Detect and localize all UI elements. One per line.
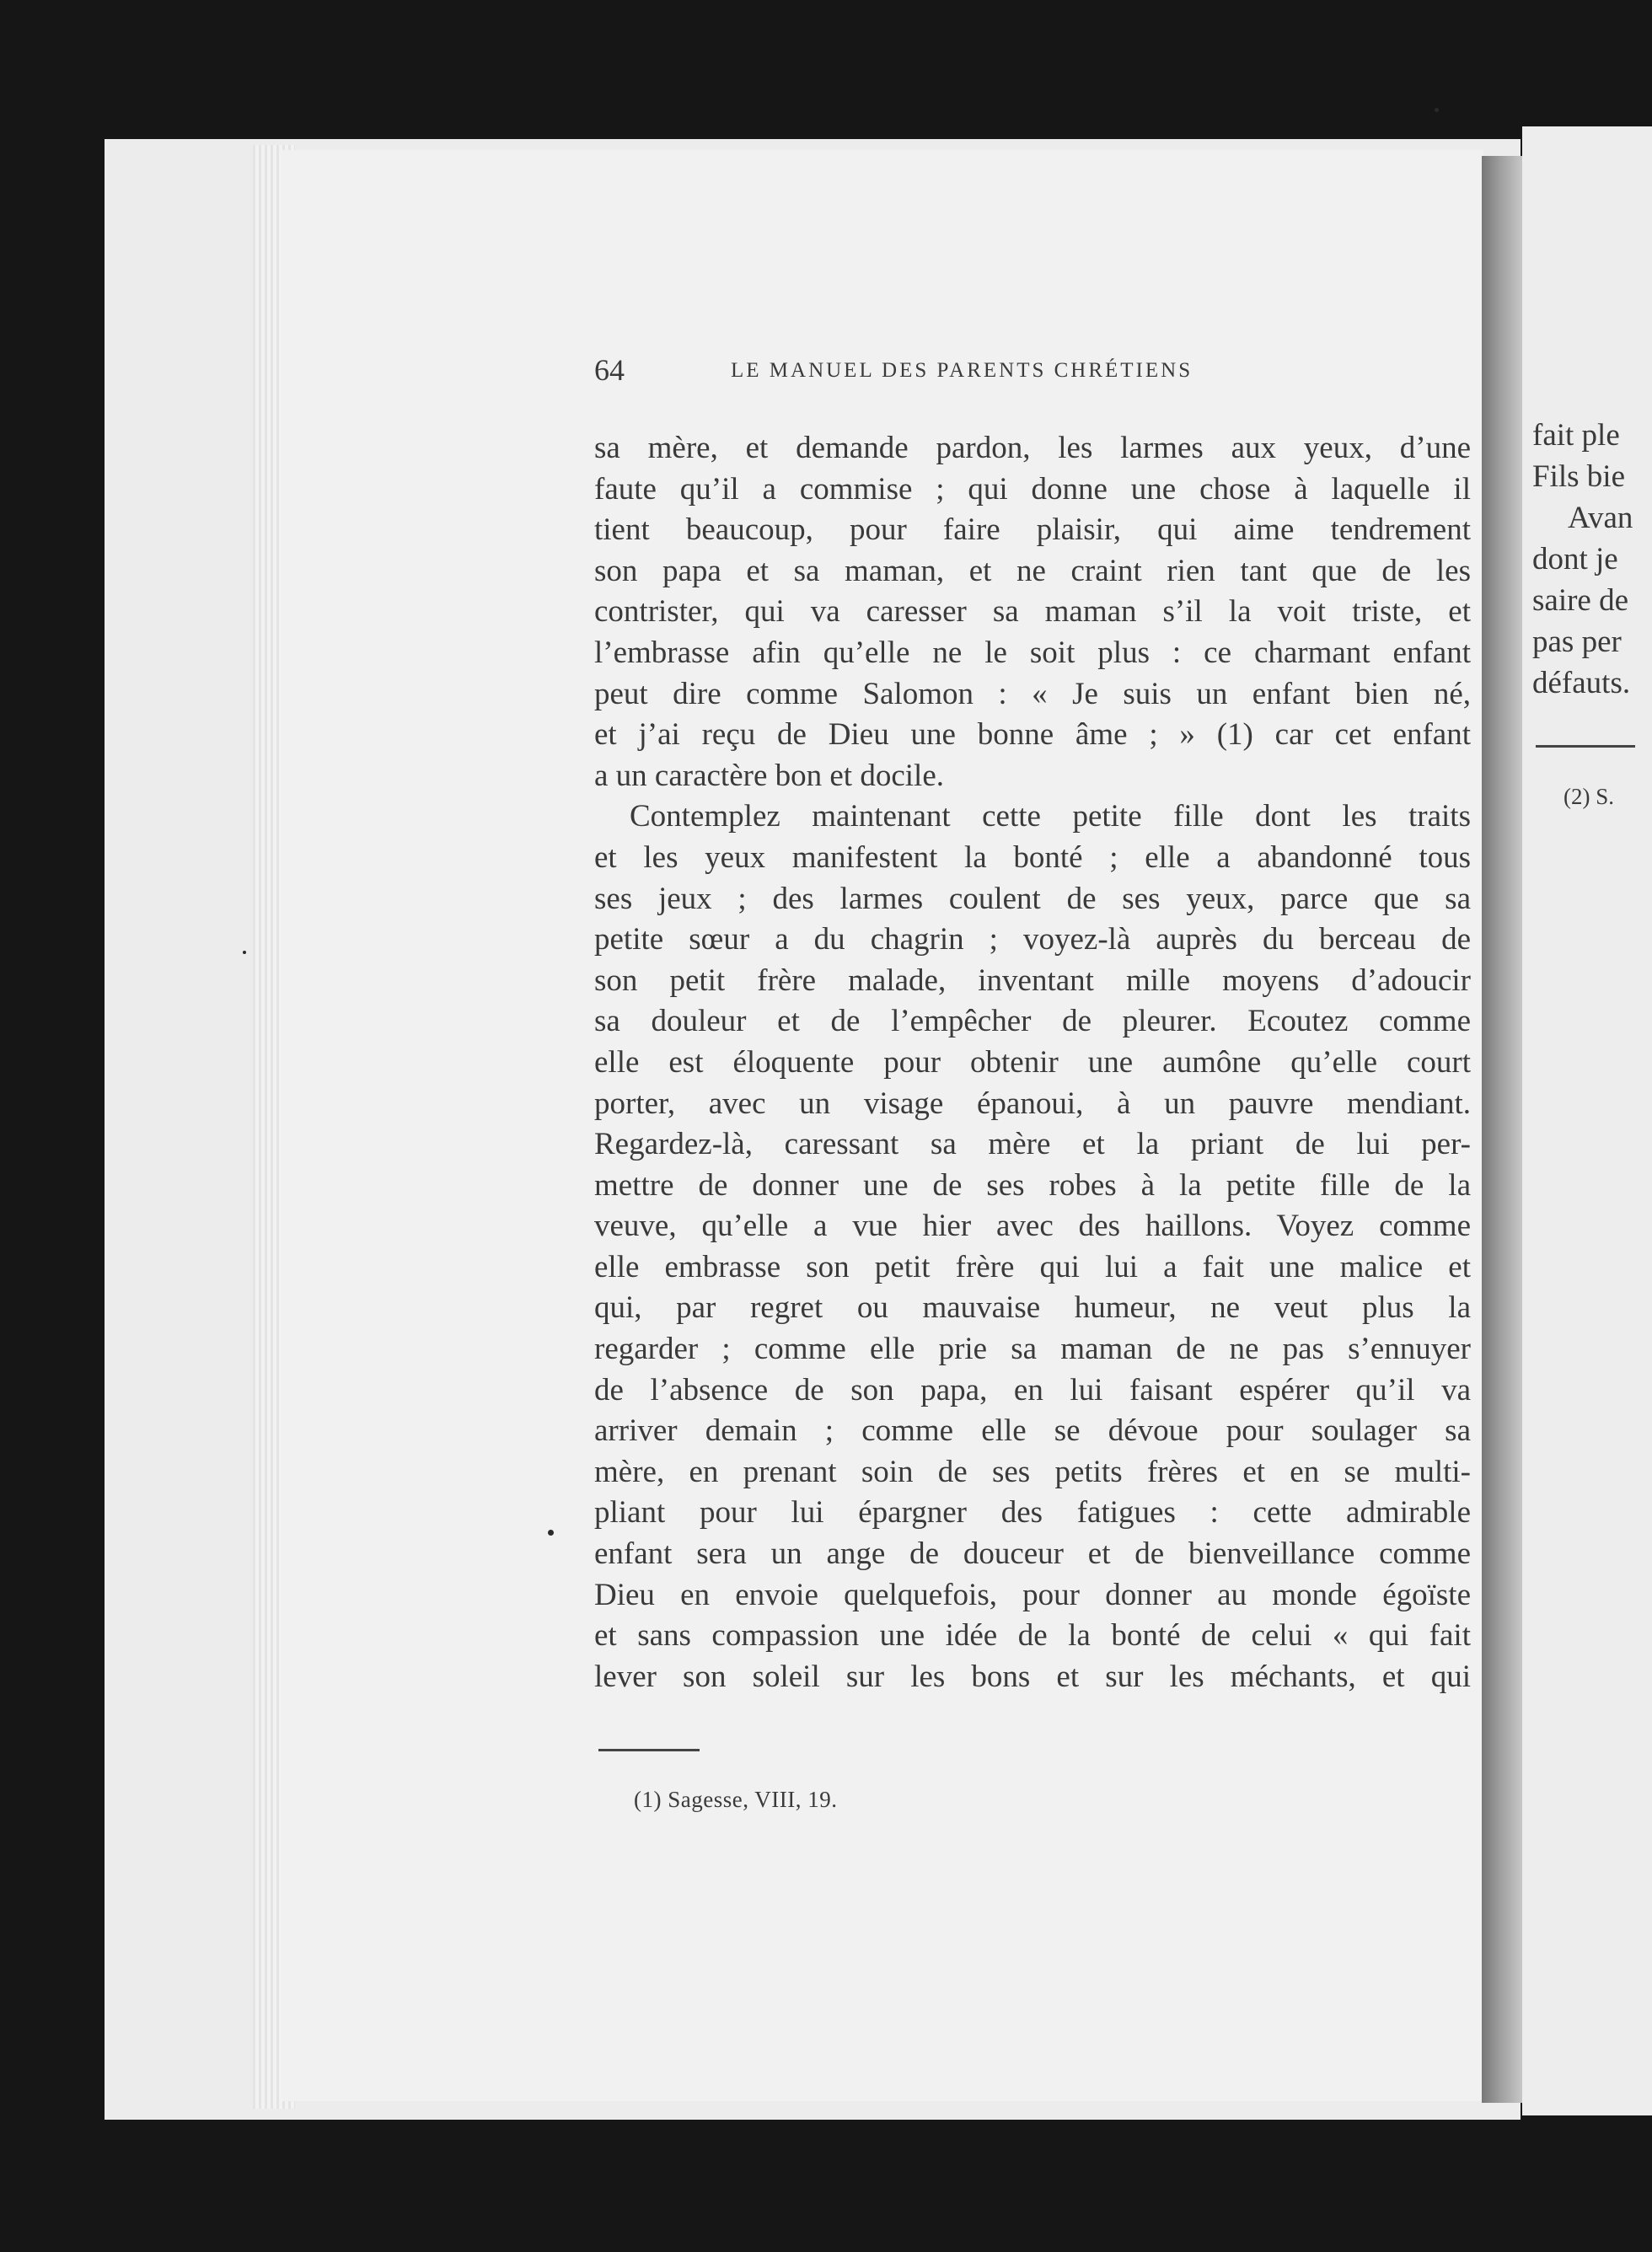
text-line: faute qu’il a commise ; qui donne une chose à laquelle il	[594, 471, 1471, 507]
text-line: ses jeux ; des larmes coulent de ses yeux, parce que sa	[594, 881, 1471, 916]
facing-line: pas per	[1532, 625, 1622, 659]
text-line: petite sœur a du chagrin ; voyez-là auprès du berceau de	[594, 922, 1471, 957]
body-text	[594, 428, 1471, 1697]
text-line: a un caractère bon et docile.	[594, 758, 944, 793]
text-line: sa mère, et demande pardon, les larmes aux yeux, d’une	[594, 431, 1471, 465]
facing-footnote-rule	[1536, 745, 1635, 748]
facing-page-text	[1532, 415, 1633, 704]
text-line: tient beaucoup, pour faire plaisir, qui aime tendrement	[594, 512, 1471, 548]
text-line: l’embrasse afin qu’elle ne le soit plus : ce charmant enfant	[594, 635, 1471, 670]
facing-line: dont je	[1532, 542, 1618, 576]
text-line: et sans compassion une idée de la bonté de celui « qui fait	[594, 1618, 1471, 1654]
text-line: regarder ; comme elle prie sa maman de ne pas s’ennuyer	[594, 1332, 1471, 1367]
book-gutter	[1482, 156, 1522, 2103]
text-line: sa douleur et de l’empêcher de pleurer. Ecoutez comme	[594, 1004, 1471, 1039]
text-line: et j’ai reçu de Dieu une bonne âme ; » (1) car cet enfant	[594, 717, 1471, 753]
text-line: Regardez-là, caressant sa mère et la priant de lui per-	[594, 1127, 1471, 1162]
text-line: arriver demain ; comme elle se dévoue pour soulager sa	[594, 1413, 1471, 1449]
text-line: enfant sera un ange de douceur et de bienveillance comme	[594, 1536, 1471, 1572]
text-line: lever son soleil sur les bons et sur les méchants, et qui	[594, 1659, 1471, 1694]
text-line: contrister, qui va caresser sa maman s’il la voit triste, et	[594, 594, 1471, 630]
facing-footnote: (2) S.	[1564, 784, 1614, 809]
facing-line: saire de	[1532, 583, 1629, 618]
facing-line: défauts.	[1532, 666, 1631, 700]
footnote: (1) Sagesse, VIII, 19.	[634, 1787, 838, 1812]
text-line: de l’absence de son papa, en lui faisant espérer qu’il va	[594, 1372, 1471, 1408]
text-line: Contemplez maintenant cette petite fille dont les traits	[630, 799, 1471, 834]
text-line: son papa et sa maman, et ne craint rien tant que de les	[594, 553, 1471, 588]
text-line: peut dire comme Salomon : « Je suis un enfant bien né,	[594, 676, 1471, 711]
text-line: pliant pour lui épargner des fatigues : cette admirable	[594, 1495, 1471, 1531]
text-line: qui, par regret ou mauvaise humeur, ne veut plus la	[594, 1290, 1471, 1326]
text-line: veuve, qu’elle a vue hier avec des haillons. Voyez comme	[594, 1209, 1471, 1244]
text-line: mère, en prenant soin de ses petits frères et en se multi-	[594, 1454, 1471, 1489]
scan-speck	[548, 1530, 554, 1536]
text-line: mettre de donner une de ses robes à la petite fille de la	[594, 1167, 1471, 1203]
text-line: Dieu en envoie quelquefois, pour donner au monde égoïste	[594, 1577, 1471, 1612]
scan-speck	[243, 951, 246, 954]
page-number: 64	[594, 353, 625, 387]
facing-line: Avan	[1568, 501, 1633, 535]
running-title: LE MANUEL DES PARENTS CHRÉTIENS	[731, 359, 1193, 382]
text-line: elle est éloquente pour obtenir une aumône qu’elle court	[594, 1044, 1471, 1080]
text-line: son petit frère malade, inventant mille moyens d’adoucir	[594, 962, 1471, 998]
facing-line: Fils bie	[1532, 459, 1625, 494]
footnote-rule	[598, 1749, 700, 1751]
text-line: porter, avec un visage épanoui, à un pauvre mendiant.	[594, 1086, 1471, 1121]
scan-speck	[1435, 108, 1439, 112]
text-line: et les yeux manifestent la bonté ; elle a abandonné tous	[594, 839, 1471, 875]
running-head	[594, 352, 1475, 393]
text-line: elle embrasse son petit frère qui lui a fait une malice et	[594, 1249, 1471, 1284]
facing-line: fait ple	[1532, 418, 1620, 453]
